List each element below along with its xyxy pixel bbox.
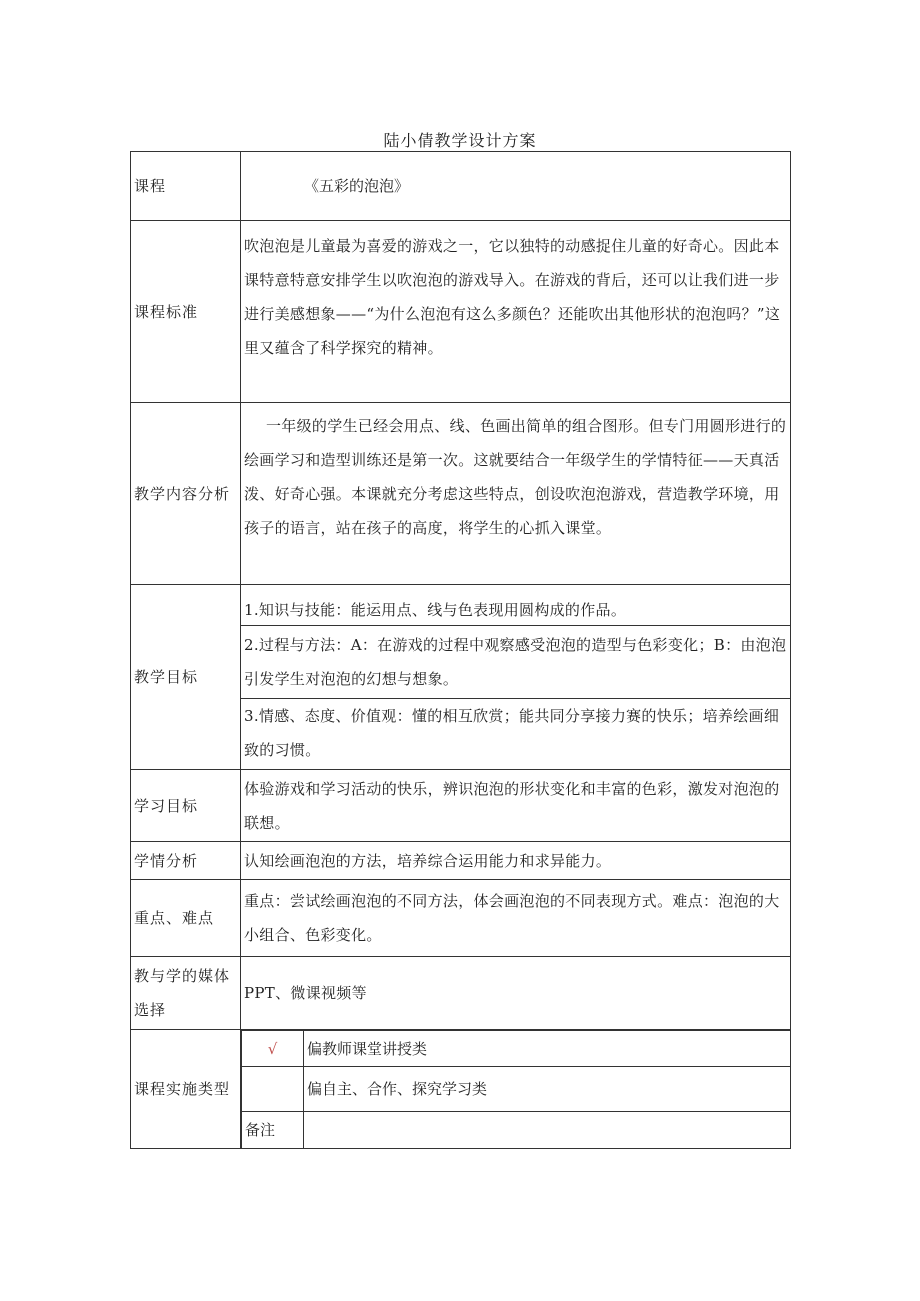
learning-goals-text: 体验游戏和学习活动的快乐，辨识泡泡的形状变化和丰富的色彩，激发对泡泡的联想。 xyxy=(244,779,780,832)
check-mark: √ xyxy=(242,1031,304,1067)
learner-analysis-text: 认知绘画泡泡的方法，培养综合运用能力和求异能力。 xyxy=(244,851,612,870)
goal-item: 3.情感、态度、价值观：懂的相互欣赏；能共同分享接力赛的快乐；培养绘画细致的习惯。 xyxy=(244,707,780,759)
check-mark xyxy=(242,1067,304,1112)
learner-analysis-cell xyxy=(241,842,791,880)
type-option-label: 偏自主、合作、探究学习类 xyxy=(304,1067,791,1112)
row-analysis xyxy=(131,403,791,585)
page-title: 陆小倩教学设计方案 xyxy=(383,131,537,150)
label-goals: 教学目标 xyxy=(131,585,241,770)
row-type xyxy=(131,1030,791,1149)
design-table xyxy=(130,151,791,1149)
course-name-cell xyxy=(241,152,791,221)
note-value xyxy=(304,1112,791,1148)
analysis-cell xyxy=(241,403,791,585)
key-points-cell xyxy=(241,880,791,957)
label-learning-goals: 学习目标 xyxy=(131,770,241,842)
type-option-row xyxy=(242,1067,791,1112)
type-cell xyxy=(241,1030,791,1149)
goals-cell xyxy=(241,585,791,770)
row-goals xyxy=(131,585,791,770)
media-text: PPT、微课视频等 xyxy=(244,984,367,1002)
label-type: 课程实施类型 xyxy=(131,1030,241,1149)
standard-text: 吹泡泡是儿童最为喜爱的游戏之一，它以独特的动感捉住儿童的好奇心。因此本课特意特意安排学生以吹泡泡的游戏导入。在游戏的背后，还可以让我们进一步进行美感想象——“为什么泡泡有这么多颜色？还能吹出其他形状的泡泡吗？”这里又蕴含了科学探究的精神。 xyxy=(244,237,781,357)
analysis-text: 一年级的学生已经会用点、线、色画出简单的组合图形。但专门用圆形进行的绘画学习和造型训练还是第一次。这就要结合一年级学生的学情特征——天真活泼、好奇心强。本课就充分考虑这些特点，创设吹泡泡游戏，营造教学环境，用孩子的语言，站在孩子的高度，将学生的心抓入课堂。 xyxy=(244,417,787,537)
label-course: 课程 xyxy=(131,152,241,221)
note-row xyxy=(242,1112,791,1148)
type-option-row xyxy=(242,1031,791,1067)
row-standard xyxy=(131,221,791,403)
media-cell xyxy=(241,957,791,1030)
row-key-points xyxy=(131,880,791,957)
key-points-text: 重点：尝试绘画泡泡的不同方法，体会画泡泡的不同表现方式。难点：泡泡的大小组合、色彩变化。 xyxy=(244,892,780,944)
row-learning-goals xyxy=(131,770,791,842)
goal-item: 2.过程与方法：A：在游戏的过程中观察感受泡泡的造型与色彩变化；B：由泡泡引发学生对泡泡的幻想与想象。 xyxy=(241,626,790,699)
label-analysis: 教学内容分析 xyxy=(131,403,241,585)
row-media xyxy=(131,957,791,1030)
standard-cell xyxy=(241,221,791,403)
label-standard: 课程标准 xyxy=(131,221,241,403)
learning-goals-cell xyxy=(241,770,791,842)
course-name: 《五彩的泡泡》 xyxy=(304,177,410,195)
note-label: 备注 xyxy=(242,1112,304,1148)
label-media: 教与学的媒体选择 xyxy=(131,957,241,1030)
type-option-label: 偏教师课堂讲授类 xyxy=(304,1031,791,1067)
row-course xyxy=(131,152,791,221)
row-learner-analysis xyxy=(131,842,791,880)
goal-item: 1.知识与技能：能运用点、线与色表现用圆构成的作品。 xyxy=(241,585,790,626)
type-options-table xyxy=(241,1030,790,1148)
label-key-points: 重点、难点 xyxy=(131,880,241,957)
label-learner-analysis: 学情分析 xyxy=(131,842,241,880)
